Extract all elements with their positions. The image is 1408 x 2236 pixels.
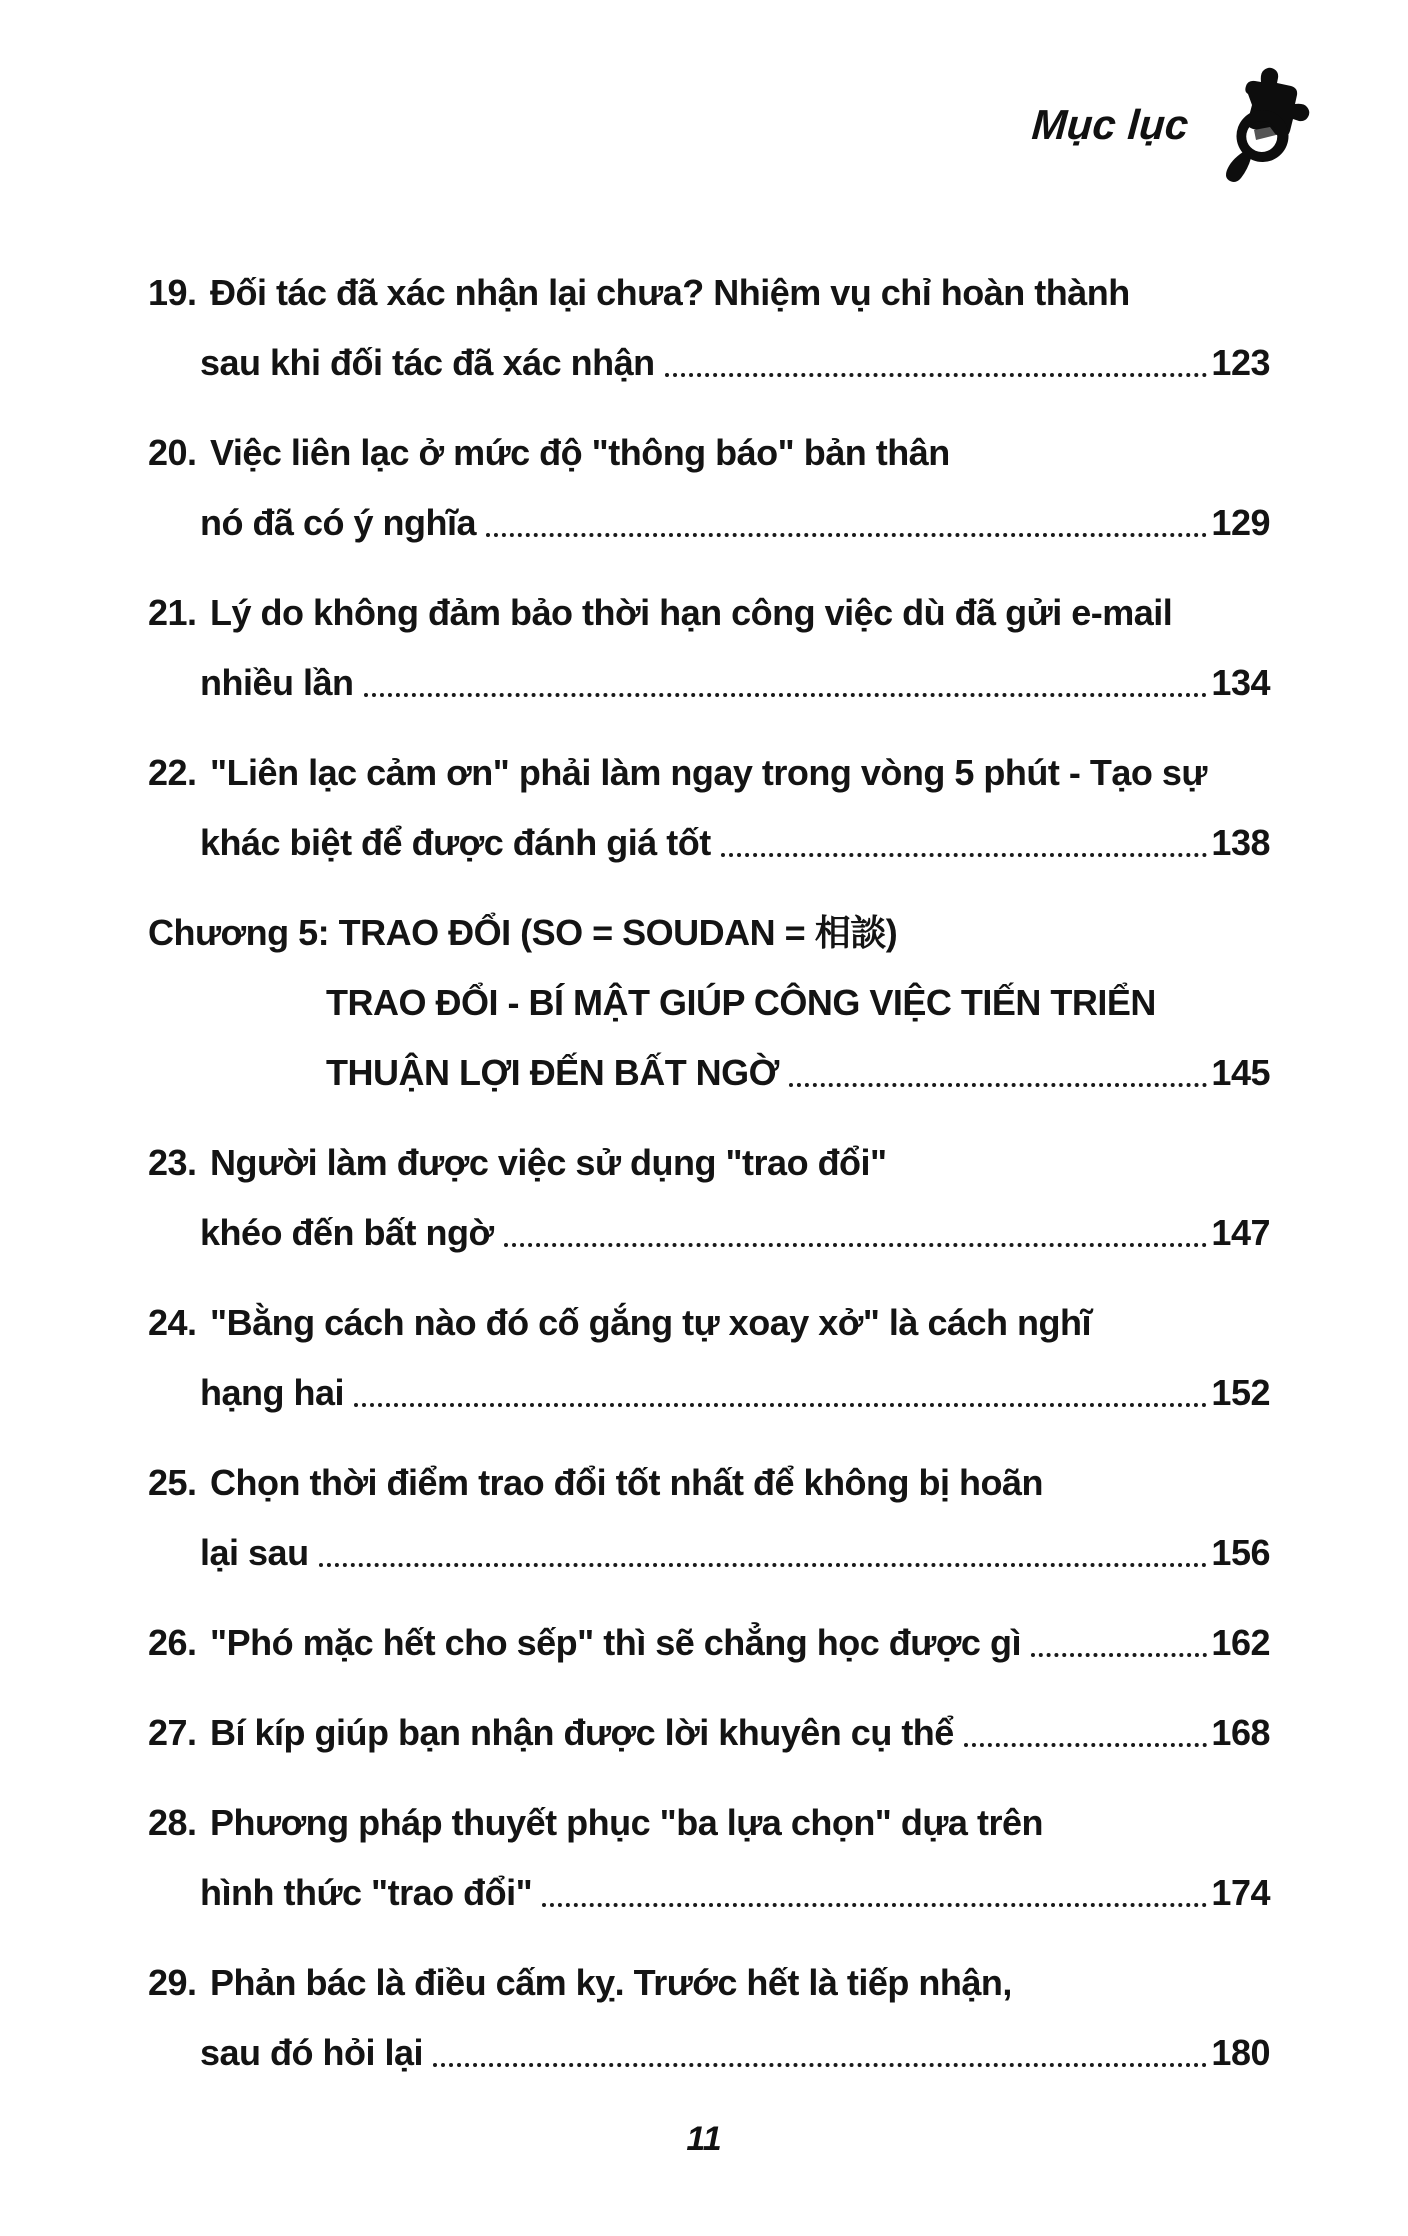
entry-number: 29. [148, 1962, 197, 2003]
entry-text: nhiều lần [200, 662, 354, 703]
entry-page-number: 174 [1211, 1872, 1270, 1913]
entry-page-number: 156 [1211, 1532, 1270, 1573]
entry-page-number: 129 [1211, 502, 1270, 543]
entry-number: 23. [148, 1142, 197, 1183]
entry-text: "Liên lạc cảm ơn" phải làm ngay trong vòng 5 phút - Tạo sự [210, 752, 1207, 793]
entry-number: 25. [148, 1462, 197, 1503]
entry-text: lại sau [200, 1532, 309, 1573]
chapter-subtitle: THUẬN LỢI ĐẾN BẤT NGỜ [326, 1052, 779, 1093]
toc-entry-22 [148, 752, 1270, 864]
entry-text: sau khi đối tác đã xác nhận [200, 342, 655, 383]
toc-line [148, 982, 1270, 1024]
toc-entry-27 [148, 1712, 1270, 1754]
dot-leader [964, 1743, 1208, 1747]
page-title: Mục lục [1030, 101, 1190, 148]
entry-text: nó đã có ý nghĩa [200, 502, 477, 543]
entry-page-number: 168 [1211, 1712, 1270, 1753]
entry-text: Đối tác đã xác nhận lại chưa? Nhiệm vụ chỉ hoàn thành [210, 272, 1130, 313]
page-header [1032, 66, 1318, 184]
toc-line [148, 342, 1270, 384]
toc-line [148, 912, 1270, 954]
entry-number: 19. [148, 272, 197, 313]
entry-text: "Bằng cách nào đó cố gắng tự xoay xở" là cách nghĩ [210, 1302, 1091, 1343]
entry-text: Chọn thời điểm trao đổi tốt nhất để không bị hoãn [210, 1462, 1044, 1503]
toc-entry-29 [148, 1962, 1270, 2074]
chapter-subtitle: TRAO ĐỔI - BÍ MẬT GIÚP CÔNG VIỆC TIẾN TRIỂN [326, 982, 1156, 1023]
toc-line [148, 1302, 1270, 1344]
entry-number: 21. [148, 592, 197, 633]
entry-text: Người làm được việc sử dụng "trao đổi" [210, 1142, 887, 1183]
entry-number: 20. [148, 432, 197, 473]
chapter-title: Chương 5: TRAO ĐỔI (SO = SOUDAN = 相談) [148, 912, 898, 953]
entry-text: Phương pháp thuyết phục "ba lựa chọn" dựa trên [210, 1802, 1043, 1843]
entry-page-number: 138 [1211, 822, 1270, 863]
entry-page-number: 152 [1211, 1372, 1270, 1413]
toc-line [148, 822, 1270, 864]
magnifier-puzzle-icon [1210, 66, 1318, 184]
entry-number: 28. [148, 1802, 197, 1843]
entry-page-number: 162 [1211, 1622, 1270, 1663]
entry-text: Việc liên lạc ở mức độ "thông báo" bản thân [210, 432, 950, 473]
entry-page-number: 180 [1211, 2032, 1270, 2073]
entry-text: "Phó mặc hết cho sếp" thì sẽ chẳng học được gì [210, 1622, 1021, 1663]
toc-line [148, 662, 1270, 704]
entry-text: hình thức "trao đổi" [200, 1872, 533, 1913]
toc-entry-24 [148, 1302, 1270, 1414]
dot-leader [665, 373, 1208, 377]
toc-line [148, 1462, 1270, 1504]
dot-leader [504, 1243, 1208, 1247]
entry-number: 24. [148, 1302, 197, 1343]
toc-chapter-5 [148, 912, 1270, 1094]
toc-entry-26 [148, 1622, 1270, 1664]
toc-entry-25 [148, 1462, 1270, 1574]
toc-line [148, 432, 1270, 474]
dot-leader [364, 693, 1208, 697]
entry-text: khéo đến bất ngờ [200, 1212, 494, 1253]
toc-line [148, 1872, 1270, 1914]
entry-page-number: 123 [1211, 342, 1270, 383]
entry-text: hạng hai [200, 1372, 345, 1413]
toc-line [148, 2032, 1270, 2074]
toc-entry-28 [148, 1802, 1270, 1914]
dot-leader [319, 1563, 1208, 1567]
dot-leader [542, 1903, 1207, 1907]
toc-line [148, 1712, 1270, 1754]
entry-text: Phản bác là điều cấm kỵ. Trước hết là tiếp nhận, [210, 1962, 1012, 2003]
entry-number: 26. [148, 1622, 197, 1663]
dot-leader [433, 2063, 1207, 2067]
toc-entry-23 [148, 1142, 1270, 1254]
toc-line [148, 1622, 1270, 1664]
toc-line [148, 592, 1270, 634]
entry-text: Bí kíp giúp bạn nhận được lời khuyên cụ thể [210, 1712, 954, 1753]
page-folio: 11 [686, 2120, 722, 2158]
toc-entry-21 [148, 592, 1270, 704]
entry-text: khác biệt để được đánh giá tốt [200, 822, 711, 863]
dot-leader [486, 533, 1207, 537]
toc-line [148, 1802, 1270, 1844]
dot-leader [354, 1403, 1207, 1407]
toc-line [148, 1142, 1270, 1184]
entry-text: Lý do không đảm bảo thời hạn công việc dù đã gửi e-mail [210, 592, 1173, 633]
toc-line [148, 752, 1270, 794]
toc-line [148, 1372, 1270, 1414]
entry-page-number: 145 [1211, 1052, 1270, 1093]
toc-entry-20 [148, 432, 1270, 544]
toc-line [148, 1962, 1270, 2004]
toc-line [148, 272, 1270, 314]
entry-number: 27. [148, 1712, 197, 1753]
toc-line [148, 1532, 1270, 1574]
toc-line [148, 502, 1270, 544]
toc-entry-19 [148, 272, 1270, 384]
entry-page-number: 134 [1211, 662, 1270, 703]
toc-line [148, 1052, 1270, 1094]
entry-page-number: 147 [1211, 1212, 1270, 1253]
dot-leader [789, 1083, 1208, 1087]
entry-number: 22. [148, 752, 197, 793]
dot-leader [1031, 1653, 1207, 1657]
dot-leader [721, 853, 1208, 857]
entry-text: sau đó hỏi lại [200, 2032, 424, 2073]
table-of-contents [148, 272, 1270, 2122]
toc-line [148, 1212, 1270, 1254]
